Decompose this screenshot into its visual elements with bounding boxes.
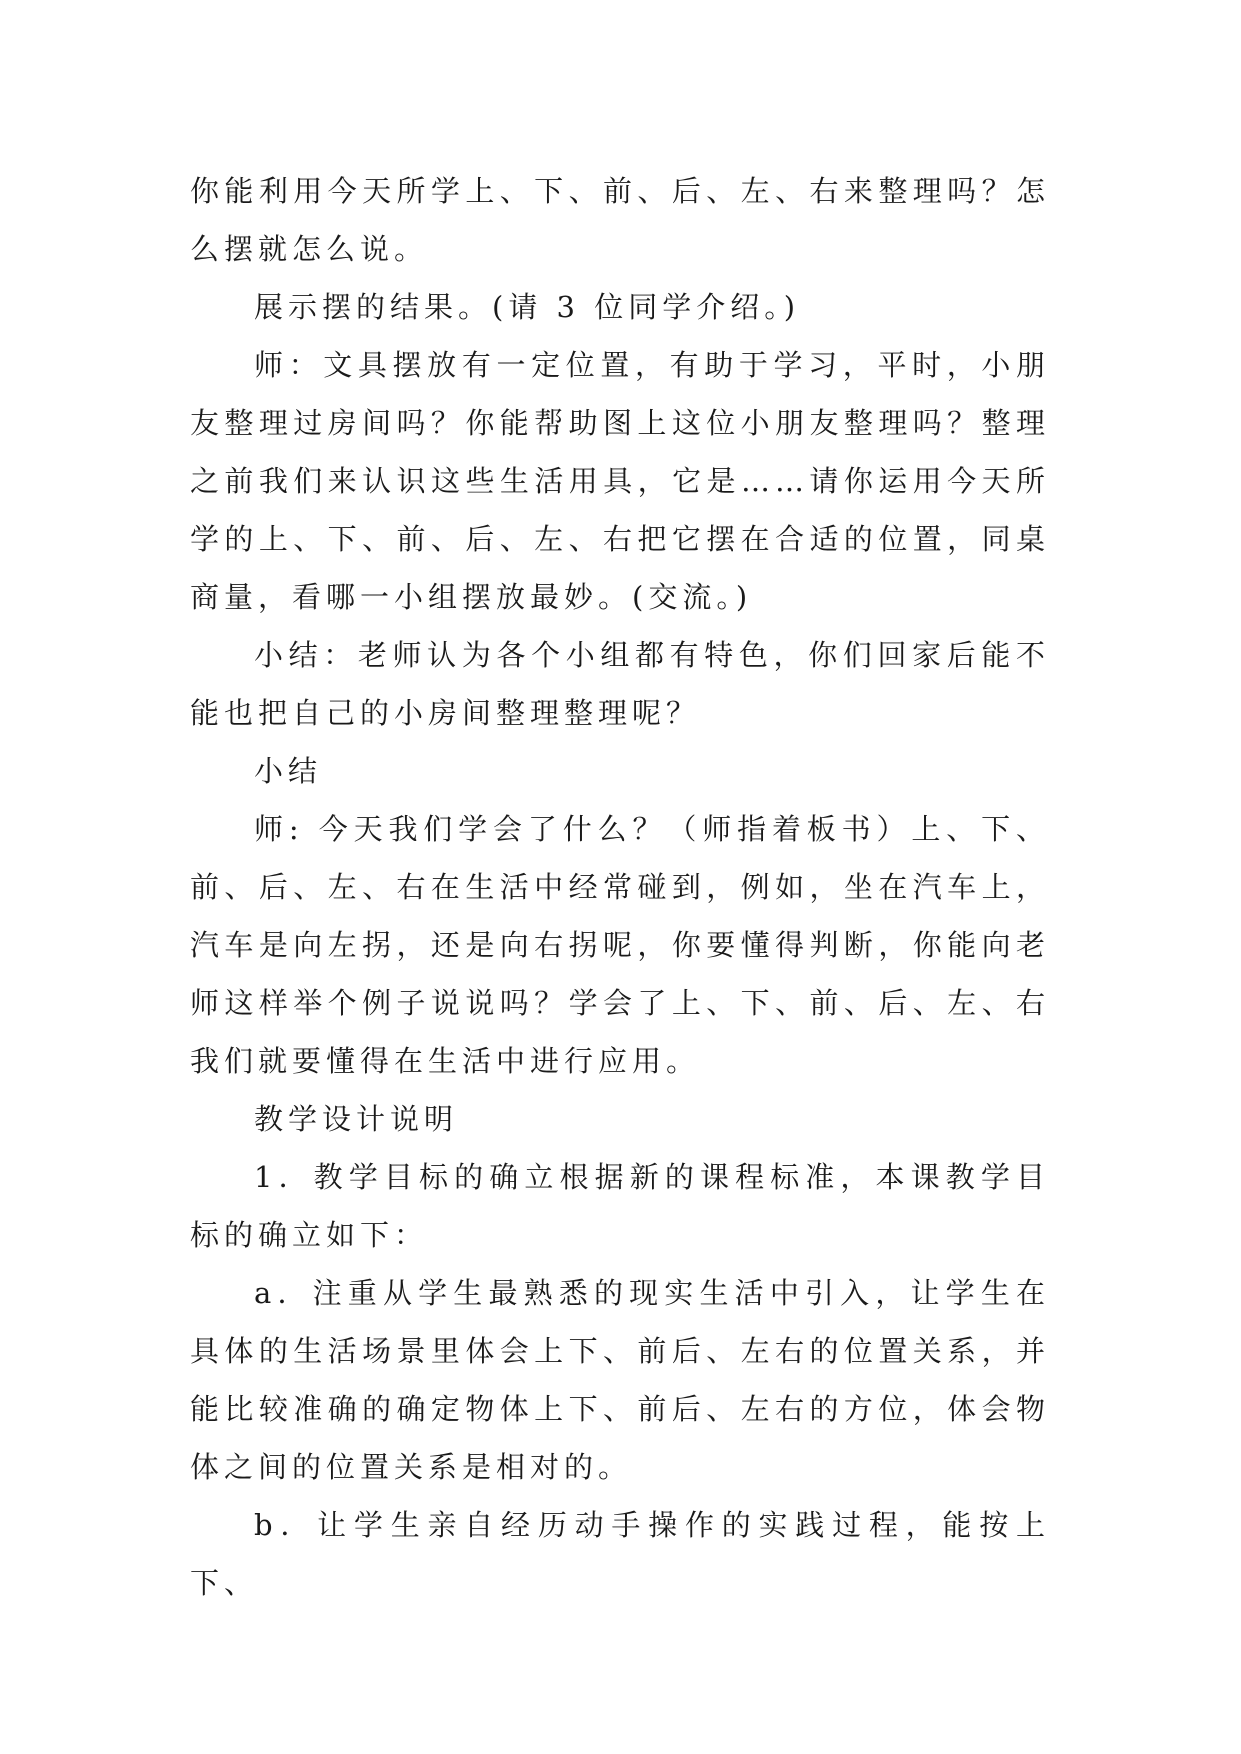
paragraph-2: 展示摆的结果。(请 3 位同学介绍。) xyxy=(254,290,801,324)
paragraph-4: 小结：老师认为各个小组都有特色，你们回家后能不能也把自己的小房间整理整理呢？ xyxy=(190,638,1050,730)
paragraph-8: 1．教学目标的确立根据新的课程标准，本课教学目标的确立如下： xyxy=(190,1160,1050,1252)
paragraph-1: 你能利用今天所学上、下、前、后、左、右来整理吗？怎么摆就怎么说。 xyxy=(190,174,1050,266)
paragraph-6: 师: 今天我们学会了什么？（师指着板书）上、下、前、后、左、右在生活中经常碰到，例如，坐在汽车上，汽车是向左拐，还是向右拐呢，你要懂得判断，你能向老师这样举个例子说说吗？学会了上、下、前、后、左、右我们就要懂得在生活中进行应用。 xyxy=(190,812,1050,1078)
section-heading-design-notes: 教学设计说明 xyxy=(254,1102,459,1136)
document-page xyxy=(190,162,1050,1612)
paragraph-9: a．注重从学生最熟悉的现实生活中引入，让学生在具体的生活场景里体会上下、前后、左右的位置关系，并能比较准确的确定物体上下、前后、左右的方位，体会物体之间的位置关系是相对的。 xyxy=(190,1276,1050,1484)
paragraph-3: 师：文具摆放有一定位置，有助于学习，平时，小朋友整理过房间吗？你能帮助图上这位小朋友整理吗？整理之前我们来认识这些生活用具，它是……请你运用今天所学的上、下、前、后、左、右把它摆在合适的位置，同桌商量，看哪一小组摆放最妙。(交流。) xyxy=(190,348,1050,614)
section-heading-summary: 小结 xyxy=(254,754,323,788)
paragraph-10: b．让学生亲自经历动手操作的实践过程，能按上下、 xyxy=(190,1508,1050,1600)
